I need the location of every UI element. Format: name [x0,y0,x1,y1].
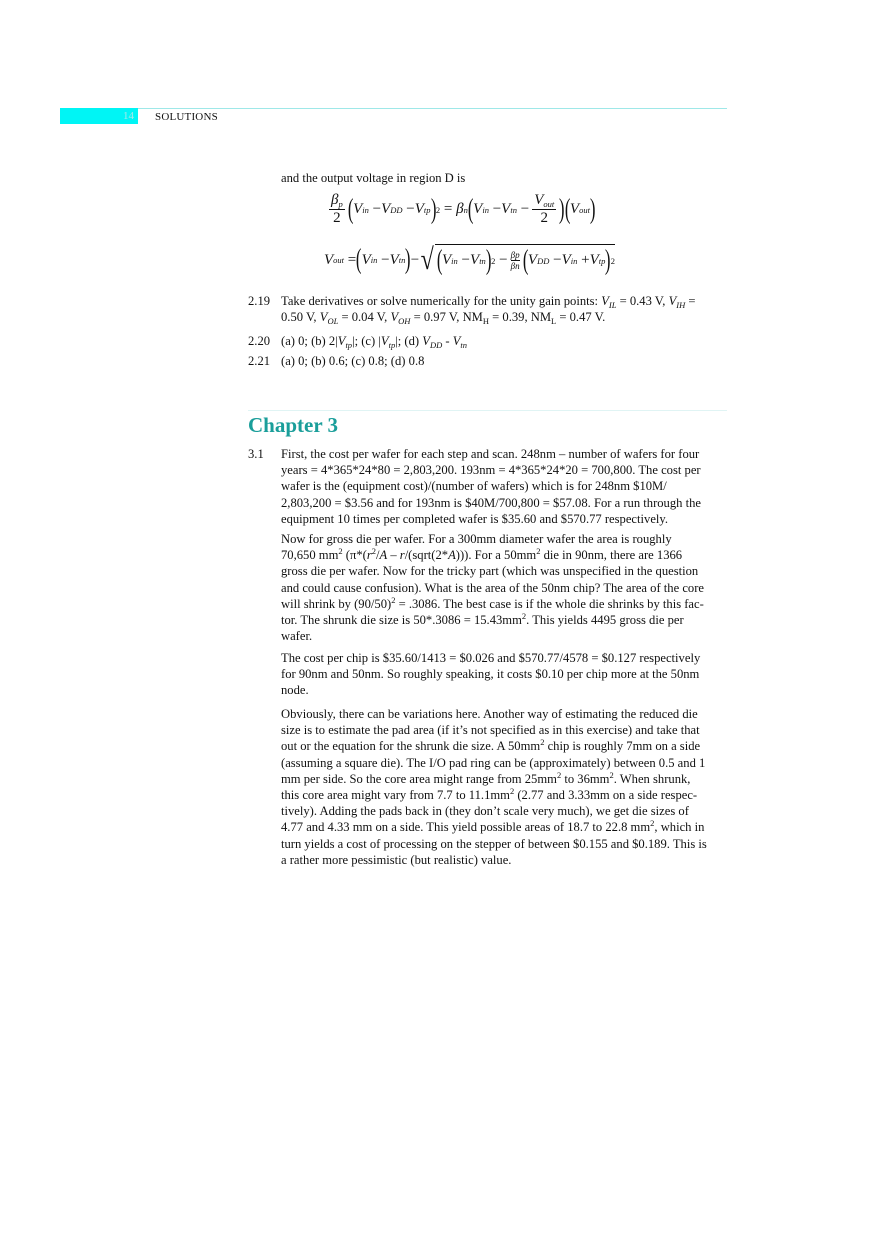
text-run: = 0.39, NM [489,310,552,325]
text-run: Now for gross die per wafer. For a 300mm diameter wafer the area is roughly [281,532,672,546]
item-number: 2.19 [248,294,271,308]
italic-symbol: V [380,334,389,348]
text-line [281,612,704,628]
solution-item [281,333,467,349]
text-run: (assuming a square die). The I/O pad ring can be (approximately) between 0.5 and 1 [281,755,706,770]
superscript: 2 [338,546,343,557]
text-line [281,563,704,579]
text-line [281,771,707,787]
text-line [281,596,704,612]
chapter-rule [248,410,727,411]
subscript: OH [398,316,411,327]
text-line [281,706,707,722]
text-run: turn yields a cost of processing on the stepper of between $0.155 and $0.189. This is [281,836,707,851]
text-line [281,547,704,563]
text-run: , which in [654,820,705,835]
subscript: IH [676,300,686,310]
text-run: out or the equation for the shrunk die size. A 50mm [281,739,541,754]
text-run: tor. The shrunk die size is 50*.3086 = 15.43mm [281,613,522,628]
text-line [281,478,701,494]
paragraph [281,531,704,644]
text-run: |; (d) [395,334,423,348]
solution-item [281,293,696,325]
page-number: 14 [123,110,134,122]
italic-symbol: V [668,294,677,308]
text-run: Obviously, there can be variations here. Another way of estimating the reduced die [281,707,698,721]
text-run: / [375,548,380,563]
text-line [281,511,701,527]
text-run: – [387,548,400,563]
text-line [281,819,707,835]
text-run: tively). Adding the pads back in (they don’t scale very much), we get die sizes of [281,804,689,819]
italic-symbol: r [366,548,372,563]
item-number: 2.21 [248,354,271,368]
text-run: and could cause confusion). What is the area of the 50nm chip? The area of the core [281,580,705,595]
text-line [281,333,467,349]
text-run: wafer is the (equipment cost)/(number of wafers) which is for 248nm $10M/ [281,479,667,494]
subscript: tp [388,340,396,350]
text-line [281,836,707,852]
solution-item [281,353,424,369]
item-number: 3.1 [248,447,264,461]
text-run: 2,803,200 = $3.56 and for 193nm is $40M/700,800 = $57.08. For a run through the [281,495,701,510]
text-run: 4.77 and 4.33 mm on a side. This yield possible areas of 18.7 to 22.8 mm [281,820,651,835]
item-number: 2.20 [248,334,271,348]
italic-symbol: V [422,334,430,348]
header-rule [138,108,727,109]
text-line [281,650,700,666]
italic-symbol: V [601,294,609,308]
superscript: 2 [391,594,396,605]
superscript: 2 [521,611,527,622]
subscript: IL [608,300,617,310]
text-run: a rather more pessimistic (but realistic) value. [281,852,512,867]
equation-2: V out = ( V in − V tn ) − √ ( V in − V tn ) 2 − $\frac{\beta p}{\beta n}$ ( V DD − V in + V tp ) 2 [324,243,615,276]
superscript: 2 [556,769,562,780]
text-run: |; (c) | [352,334,381,348]
text-line [281,666,700,682]
text-run: size is to estimate the pad area (if it’s not specified as in this exercise) and take that [281,723,700,738]
text-run: = 0.47 V. [556,310,606,325]
superscript: 2 [509,786,515,797]
text-line [281,852,707,868]
text-run: will shrink by (90/50) [281,596,392,611]
text-run: - [442,334,453,348]
subscript: L [551,316,557,327]
superscript: 2 [650,818,655,829]
running-header: SOLUTIONS [155,111,218,123]
text-run: die in 90nm, there are 1366 [540,548,683,563]
superscript: 2 [609,769,614,780]
text-run: The cost per chip is $35.60/1413 = $0.026 and $570.77/4578 = $0.127 respectively [281,651,701,665]
text-run: for 90nm and 50nm. So roughly speaking, it costs $0.10 per chip more at the 50nm [281,667,700,682]
text-run: 0.50 V, [281,310,320,325]
text-line [281,462,701,478]
equation-1: $\frac{\beta_p}{2}$ ( V in − V DD − V tp ) 2 = β n ( V in − V tn − $\frac{V_{out}}{2}$ ) ( V out ) [331,192,596,226]
text-run: Take derivatives or solve numerically for the unity gain points: [281,294,602,308]
text-line [281,580,704,596]
intro-text: and the output voltage in region D is [281,171,466,185]
text-line [281,446,701,462]
text-run: = .3086. The best case is if the whole die shrinks by this fac- [395,596,704,611]
text-run: . This yields 4495 gross die per [526,613,684,628]
italic-symbol: A [448,548,456,563]
text-run: = 0.04 V, [338,310,391,325]
text-line [281,293,696,309]
superscript: 2 [540,737,545,748]
text-line [281,803,707,819]
text-line [281,495,701,511]
text-run: 70,650 mm [281,548,339,563]
text-line [281,353,424,369]
italic-symbol: V [390,310,399,325]
italic-symbol: A [379,548,388,563]
italic-symbol: V [319,310,328,325]
italic-symbol: V [452,334,461,348]
text-run: (a) 0; (b) 2| [281,334,338,348]
paragraph [281,650,700,699]
text-run: node. [281,683,309,698]
text-run: equipment 10 times per completed wafer is $35.60 and $570.77 respectively. [281,511,669,526]
text-run: = 0.43 V, [616,294,669,308]
subscript: tp [345,340,353,350]
italic-symbol: r [399,548,405,563]
text-run: First, the cost per wafer for each step and scan. 248nm – number of wafers for four [281,447,700,461]
text-run: = [685,294,696,308]
text-line [281,755,707,771]
paragraph [281,706,707,868]
text-run: /(sqrt(2* [404,548,449,563]
text-run: (2.77 and 3.33mm on a side respec- [514,788,698,803]
paragraph [281,446,701,527]
text-run: ))). For a 50mm [455,548,537,563]
italic-symbol: V [337,334,346,348]
text-run: (π*( [342,548,367,563]
text-run: wafer. [281,629,313,644]
text-run: = 0.97 V, NM [410,310,483,325]
superscript: 2 [536,546,541,557]
text-run: (a) 0; (b) 0.6; (c) 0.8; (d) 0.8 [281,354,425,368]
chapter-heading: Chapter 3 [248,413,339,437]
text-run: years = 4*365*24*80 = 2,803,200. 193nm = 4*365*24*20 = 700,800. The cost per [281,463,701,478]
text-line [281,738,707,754]
subscript: tn [460,340,468,350]
text-line [281,682,700,698]
subscript: DD [429,340,443,350]
text-line [281,628,704,644]
text-run: . When shrunk, [613,771,691,786]
subscript: H [482,316,489,327]
superscript: 2 [371,546,376,557]
text-line [281,787,707,803]
text-line [281,722,707,738]
text-run: this core area might vary from 7.7 to 11.1mm [281,788,510,803]
subscript: OL [327,316,339,327]
text-run: mm per side. So the core area might range from 25mm [281,771,557,786]
text-run: chip is roughly 7mm on a side [544,739,701,754]
text-line [281,309,696,325]
text-run: to 36mm [561,771,610,786]
text-run: gross die per wafer. Now for the tricky part (which was unspecified in the question [281,564,699,579]
text-line [281,531,704,547]
